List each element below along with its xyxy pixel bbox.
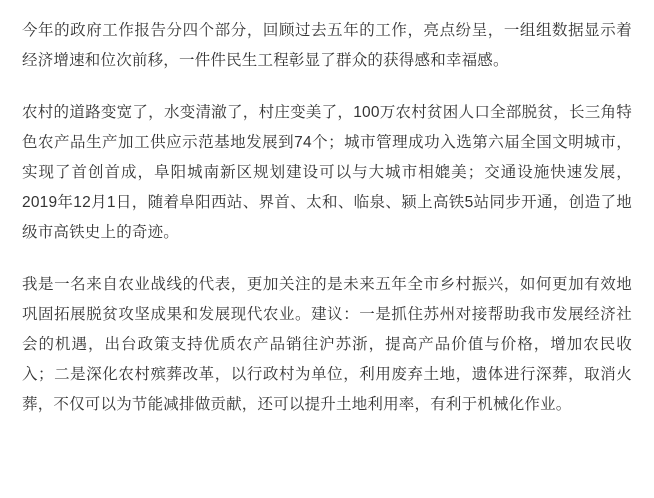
paragraph-1: 今年的政府工作报告分四个部分，回顾过去五年的工作，亮点纷呈，一组组数据显示着经济增速和位次前移，一件件民生工程彰显了群众的获得感和幸福感。 [22, 22, 632, 69]
paragraph-3: 我是一名来自农业战线的代表，更加关注的是未来五年全市乡村振兴，如何更加有效地巩固拓展脱贫攻坚成果和发展现代农业。建议：一是抓住苏州对接帮助我市发展经济社会的机遇，出台政策支持优质农产品销往沪苏浙，提高产品价值与价格，增加农民收入；二是深化农村殡葬改革，以行政村为单位，利用废弃土地，遗体进行深葬，取消火葬，不仅可以为节能减排做贡献，还可以提升土地利用率，有利于机械化作业。 [22, 276, 632, 413]
paragraph-2: 农村的道路变宽了，水变清澈了，村庄变美了，100万农村贫困人口全部脱贫，长三角特色农产品生产加工供应示范基地发展到74个；城市管理成功入选第六届全国文明城市，实现了首创首成，阜阳城南新区规划建设可以与大城市相媲美；交通设施快速发展，2019年12月1日，随着阜阳西站、界首、太和、临泉、颍上高铁5站同步开通，创造了地级市高铁史上的奇迹。 [22, 104, 632, 241]
